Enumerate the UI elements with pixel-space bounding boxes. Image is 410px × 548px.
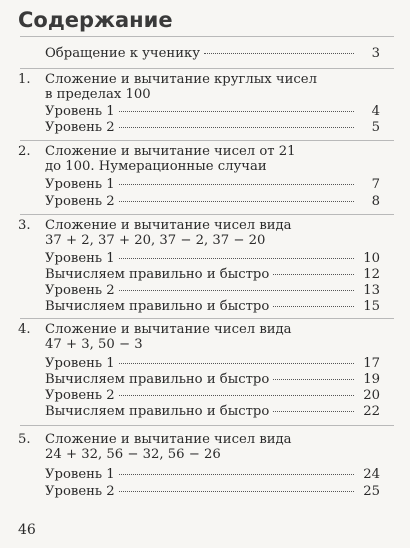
section-number: 1. [18, 72, 31, 87]
leader-dots [119, 395, 354, 396]
toc-entry [45, 283, 380, 299]
entry-page: 24 [363, 467, 380, 482]
entry-page: 3 [371, 46, 380, 61]
entry-label: Уровень 1 [45, 467, 115, 482]
entry-page: 20 [363, 388, 380, 403]
entry-label: Вычисляем правильно и быстро [45, 299, 270, 314]
entry-page: 19 [363, 372, 380, 387]
section-heading-line: до 100. Нумерационные случаи [45, 159, 267, 174]
section-heading-line: Сложение и вычитание чисел от 21 [45, 144, 296, 159]
leader-dots [273, 306, 354, 307]
leader-dots [119, 363, 354, 364]
toc-entry [45, 388, 380, 404]
toc-entry-intro [45, 46, 380, 62]
entry-label: Обращение к ученику [45, 46, 200, 61]
section-heading-line: Сложение и вычитание чисел вида [45, 218, 292, 233]
section-heading-line: 24 + 32, 56 − 32, 56 − 26 [45, 447, 221, 462]
entry-page: 17 [363, 356, 380, 371]
leader-dots [119, 127, 354, 128]
toc-entry [45, 177, 380, 193]
leader-dots [273, 274, 354, 275]
entry-label: Уровень 2 [45, 484, 115, 499]
section-heading-line: в пределах 100 [45, 87, 151, 102]
entry-label: Вычисляем правильно и быстро [45, 404, 270, 419]
entry-page: 13 [363, 283, 380, 298]
entry-label: Уровень 2 [45, 120, 115, 135]
entry-label: Уровень 1 [45, 104, 115, 119]
entry-page: 5 [371, 120, 380, 135]
leader-dots [204, 53, 354, 54]
toc-entry [45, 194, 380, 210]
leader-dots [273, 411, 354, 412]
toc-entry [45, 120, 380, 136]
entry-label: Уровень 2 [45, 194, 115, 209]
section-heading-line: Сложение и вычитание круглых чисел [45, 72, 317, 87]
section-rule [20, 68, 394, 69]
toc-entry [45, 104, 380, 120]
section-heading-line: Сложение и вычитание чисел вида [45, 322, 292, 337]
section-rule [20, 140, 394, 141]
entry-page: 15 [363, 299, 380, 314]
title-rule [20, 36, 394, 37]
page-title: Содержание [18, 8, 173, 32]
toc-entry [45, 267, 380, 283]
section-rule [20, 214, 394, 215]
entry-page: 10 [363, 251, 380, 266]
section-rule [20, 425, 394, 426]
toc-entry [45, 467, 380, 483]
section-heading-line: Сложение и вычитание чисел вида [45, 432, 292, 447]
toc-entry [45, 251, 380, 267]
section-number: 4. [18, 322, 31, 337]
toc-entry [45, 356, 380, 372]
entry-page: 25 [363, 484, 380, 499]
section-number: 2. [18, 144, 31, 159]
page-number: 46 [18, 522, 36, 538]
leader-dots [119, 474, 354, 475]
entry-label: Уровень 2 [45, 388, 115, 403]
entry-label: Уровень 1 [45, 177, 115, 192]
entry-label: Вычисляем правильно и быстро [45, 267, 270, 282]
section-number: 3. [18, 218, 31, 233]
section-heading-line: 47 + 3, 50 − 3 [45, 337, 143, 352]
leader-dots [273, 379, 354, 380]
entry-page: 4 [371, 104, 380, 119]
entry-page: 22 [363, 404, 380, 419]
entry-label: Уровень 1 [45, 356, 115, 371]
section-rule [20, 318, 394, 319]
leader-dots [119, 201, 354, 202]
leader-dots [119, 184, 354, 185]
toc-entry [45, 404, 380, 420]
entry-page: 12 [363, 267, 380, 282]
entry-label: Уровень 1 [45, 251, 115, 266]
leader-dots [119, 491, 354, 492]
leader-dots [119, 290, 354, 291]
toc-entry [45, 372, 380, 388]
entry-page: 8 [371, 194, 380, 209]
toc-entry [45, 484, 380, 500]
toc-entry [45, 299, 380, 315]
entry-label: Уровень 2 [45, 283, 115, 298]
section-heading-line: 37 + 2, 37 + 20, 37 − 2, 37 − 20 [45, 233, 266, 248]
entry-page: 7 [371, 177, 380, 192]
leader-dots [119, 258, 354, 259]
section-number: 5. [18, 432, 31, 447]
entry-label: Вычисляем правильно и быстро [45, 372, 270, 387]
leader-dots [119, 111, 354, 112]
